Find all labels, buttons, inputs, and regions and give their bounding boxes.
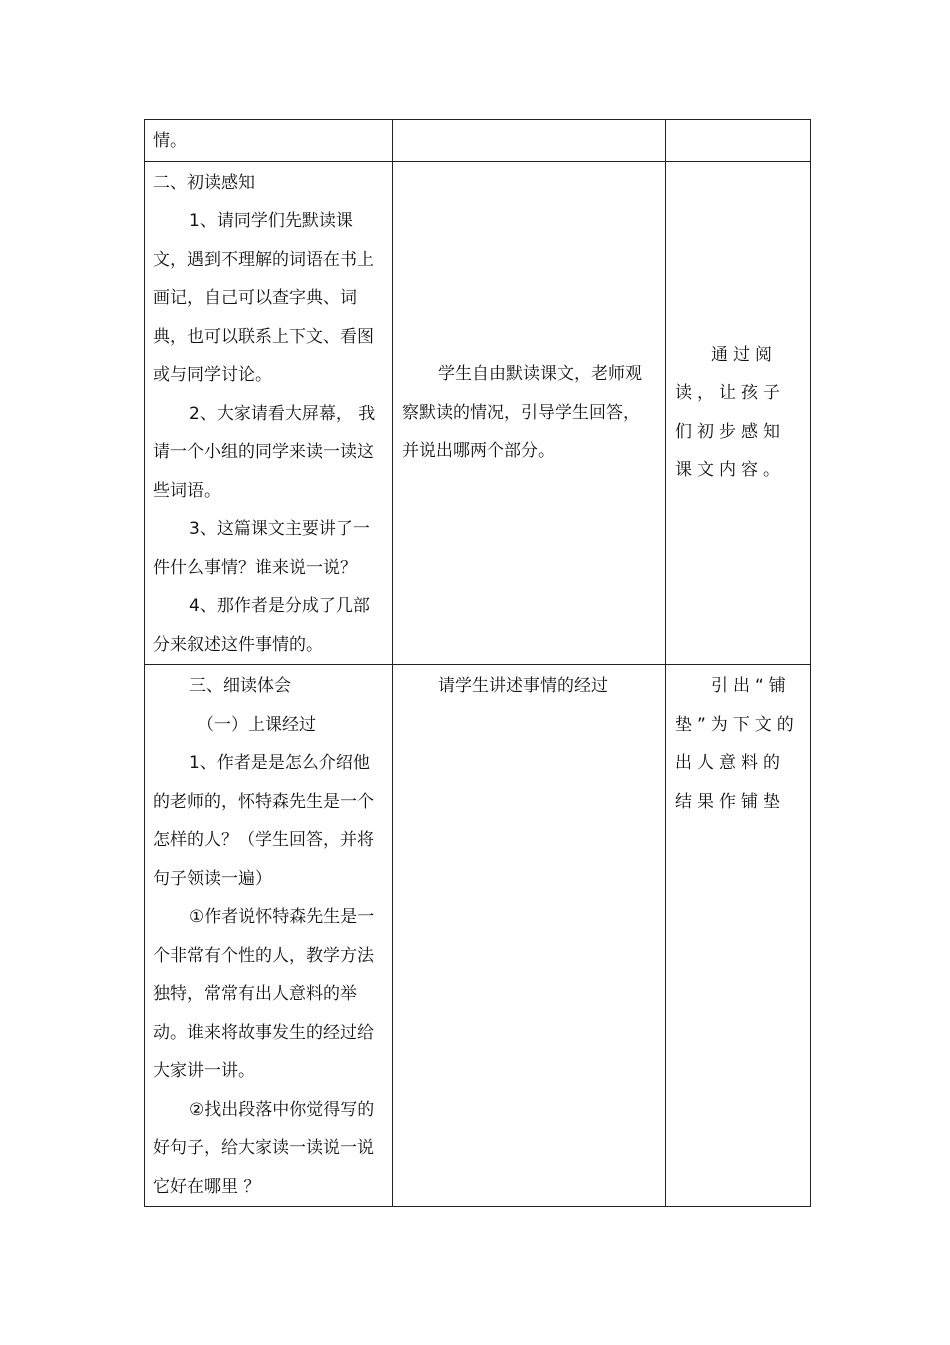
student-activity-cell — [393, 120, 666, 162]
paragraph: 请学生讲述事情的经过 — [438, 676, 608, 696]
student-activity-cell — [393, 161, 666, 665]
paragraph: ②找出段落中你觉得写的好句子，给大家读一读说一说它好在哪里 ？ — [153, 1099, 375, 1197]
paragraph: 引出“铺垫”为下文的出人意料的结果作铺垫 — [675, 676, 799, 812]
teaching-process-cell — [145, 120, 393, 162]
table-row — [145, 161, 811, 665]
subsection-heading: （一）上课经过 — [197, 714, 316, 735]
paragraph: 通过阅读，让孩子们初步感知课文内容。 — [675, 344, 785, 481]
table-row — [145, 665, 811, 1207]
paragraph: 4、那作者是分成了几部分来叙述这件事情的。 — [153, 596, 370, 655]
paragraph: 2、大家请看大屏幕， 我请一个小组的同学来读一读这些词语。 — [153, 403, 376, 501]
paragraph: 1、请同学们先默读课文，遇到不理解的词语在书上画记，自己可以查字典、词典，也可以联系上下文、看图或与同学讨论。 — [153, 211, 374, 385]
design-intent-cell — [666, 161, 811, 665]
paragraph: 情。 — [153, 131, 187, 151]
section-heading: 二、初读感知 — [153, 172, 255, 193]
paragraph: ①作者说怀特森先生是一个非常有个性的人，教学方法独特，常常有出人意料的举动。谁来将故事发生的经过给大家讲一讲。 — [153, 907, 375, 1081]
paragraph: 1、作者是是怎么介绍他的老师的，怀特森先生是一个怎样的人？（学生回答，并将句子领读一遍） — [153, 753, 374, 889]
design-intent-cell — [666, 665, 811, 1207]
paragraph: 学生自由默读课文，老师观察默读的情况，引导学生回答，并说出哪两个部分。 — [402, 364, 642, 461]
paragraph: 3、这篇课文主要讲了一件什么事情？谁来说一说？ — [153, 519, 370, 578]
table-row — [145, 120, 811, 162]
design-intent-cell — [666, 120, 811, 162]
teaching-process-cell — [145, 161, 393, 665]
section-heading: 三、细读体会 — [189, 676, 291, 696]
lesson-plan-table — [144, 119, 811, 1207]
student-activity-cell — [393, 665, 666, 1207]
teaching-process-cell — [145, 665, 393, 1207]
